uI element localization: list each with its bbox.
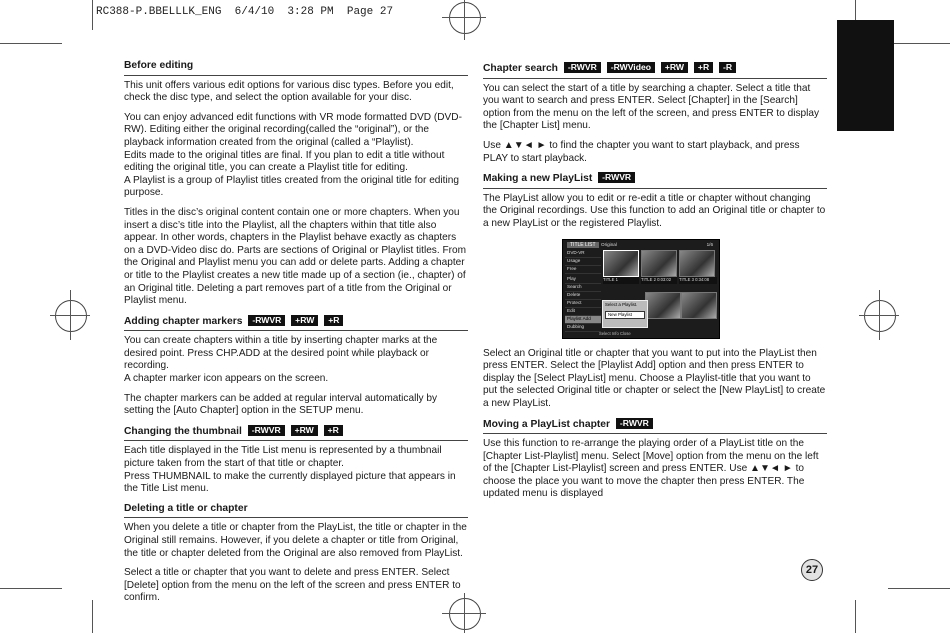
paragraph: When you delete a title or chapter from the PlayList, the title or chapter in the Original still remains. However, if you delete a chapter or title from Original, the title or chapter deleted from the Original are also removed from PlayList. xyxy=(124,522,467,559)
disc-badge: -RWVR xyxy=(248,315,285,326)
disc-badge: +R xyxy=(694,62,713,73)
title-name: TITLE 3 xyxy=(679,276,694,282)
menu-item[interactable]: Edit xyxy=(565,308,601,316)
heading-changing-thumbnail xyxy=(124,425,468,442)
disc-badge: -RWVR xyxy=(248,425,285,436)
disc-badge: +R xyxy=(324,315,343,326)
crop-mark xyxy=(92,600,93,633)
heading-text: Making a new PlayList xyxy=(483,173,593,185)
registration-mark-right xyxy=(864,300,896,332)
title-thumbnail[interactable] xyxy=(645,292,681,319)
menu-item[interactable]: Dubbing xyxy=(565,324,601,332)
tab-label: TITLE LIST xyxy=(567,242,599,248)
free-label: Free xyxy=(565,266,601,274)
title-info xyxy=(603,277,639,284)
crop-mark xyxy=(50,315,90,316)
disc-badge: -RWVR xyxy=(564,62,601,73)
side-menu xyxy=(565,276,601,332)
disc-info xyxy=(565,250,601,274)
paragraph: Edits made to the original titles are final. If you plan to edit a title without editing the original title, you can create a Playlist title for editing. xyxy=(124,149,445,174)
heading-text: Changing the thumbnail xyxy=(124,425,242,437)
menu-item-selected[interactable]: Playlist Add xyxy=(565,316,601,324)
title-info xyxy=(679,277,717,284)
heading-moving-chapter xyxy=(483,418,827,435)
heading-new-playlist xyxy=(483,172,827,189)
paragraph: Titles in the disc’s original content contain one or more chapters. When you insert a disc’s title into the Playlist, all the chapters within that title also appear. In other words, chapters in the Playlist behave exactly as chapters on a DVD-Video disc do. Parts are sections of Original or Playlist titles. From the Original and Playlist menu you can add or delete parts. Adding a chapter or title to the Playlist creates a new title made up of a section (ie., chapter) of an Original title. Deleting a part removes part of a title from the Original or Playlist menu. xyxy=(124,206,467,307)
registration-mark-top xyxy=(449,2,481,34)
heading-text: Chapter search xyxy=(483,63,558,74)
paragraph: Select an Original title or chapter that you want to put into the PlayList then press ENTER. Select the [Playlist Add] option and then press ENTER to display the [Select PlayList] menu. Choose a Playlist-title that you want to put the selected Original title or chapter or select the [New PlayList] to create a new PlayList. xyxy=(483,347,826,409)
title-thumbnail[interactable] xyxy=(603,250,639,277)
paragraph: Use this function to re-arrange the playing order of a PlayList title on the [Chapter List-Playlist] menu. Select [Move] option from the menu on the left of the [Chapter List-Playlist] screen and press ENTER. Use ▲▼◄ ► to choose the place you want to move the chapter then press ENTER. The updated menu is displayed xyxy=(483,438,819,500)
paragraph: You can create chapters within a title by inserting chapter marks at the desired point. Press CHP.ADD at the desired point while playback or recording. xyxy=(124,335,438,372)
section-before-editing xyxy=(124,60,468,308)
disc-badge: +RW xyxy=(291,315,318,326)
menu-item[interactable]: Search xyxy=(565,284,601,292)
paragraph: You can enjoy advanced edit functions with VR mode formatted DVD (DVD-RW). Editing either the original recording(called the “original”), or the playback information created from the original (called a “Playlist). xyxy=(124,111,462,148)
page-counter: 1/6 xyxy=(706,241,713,247)
crop-mark xyxy=(442,17,486,18)
paragraph: The PlayList allow you to edit or re-edit a title or chapter without changing the Original recordings. Use this function to add an Original title or chapter to a new PlayList or the registered Playlist. xyxy=(483,192,826,229)
crop-mark xyxy=(859,315,899,316)
paragraph: A chapter marker icon appears on the screen. xyxy=(124,373,329,385)
crop-mark xyxy=(0,43,62,44)
crop-mark xyxy=(92,0,93,30)
select-playlist-popup xyxy=(602,300,648,328)
new-playlist-option[interactable]: New Playlist xyxy=(605,311,645,319)
paragraph: Use ▲▼◄ ► to find the chapter you want to start playback, and press PLAY to start playback. xyxy=(483,139,800,164)
menu-item[interactable]: Play xyxy=(565,276,601,284)
crop-mark xyxy=(888,43,950,44)
title-name: TITLE 2 xyxy=(641,276,656,282)
heading-chapter-search xyxy=(483,62,827,79)
section-adding-chapter-markers xyxy=(124,315,468,418)
disc-badge: -R xyxy=(719,62,736,73)
crop-mark xyxy=(464,0,465,40)
menu-item[interactable]: Protect xyxy=(565,300,601,308)
right-column xyxy=(483,62,827,508)
disc-badge: +R xyxy=(324,425,343,436)
page-number: 27 xyxy=(801,559,823,581)
heading-deleting: Deleting a title or chapter xyxy=(124,503,468,519)
print-header-line: RC388-P.BBELLLK_ENG 6/4/10 3:28 PM Page 27 xyxy=(96,6,394,18)
section-tab-marker xyxy=(837,20,894,131)
crop-mark xyxy=(855,600,856,633)
crop-mark xyxy=(0,588,62,589)
disc-badge: -RWVideo xyxy=(607,62,655,73)
title-info xyxy=(641,277,677,284)
paragraph: You can select the start of a title by searching a chapter. Select a title that you want to search and press ENTER. Select [Chapter] in the [Search] option from the menu on the left of the screen, and press ENTER to display the [Chapter List] menu. xyxy=(483,82,820,132)
title-list-screenshot xyxy=(562,239,720,339)
title-time: 0:03:02 xyxy=(657,276,672,282)
heading-before-editing: Before editing xyxy=(124,60,468,76)
section-moving-chapter xyxy=(483,418,827,502)
title-thumbnail[interactable] xyxy=(681,292,717,319)
heading-text: Moving a PlayList chapter xyxy=(483,418,611,430)
left-column xyxy=(124,60,468,612)
section-new-playlist xyxy=(483,172,827,410)
screenshot-footer: Select Info Close xyxy=(599,330,631,336)
title-thumbnail[interactable] xyxy=(641,250,677,277)
registration-mark-left xyxy=(55,300,87,332)
section-deleting xyxy=(124,503,468,605)
heading-text: Adding chapter markers xyxy=(124,315,243,327)
disc-badge: -RWVR xyxy=(616,418,653,429)
disc-badge: +RW xyxy=(291,425,318,436)
disc-badge: +RW xyxy=(661,62,688,73)
paragraph: Press THUMBNAIL to make the currently displayed picture that appears in the Title List menu. xyxy=(124,470,456,495)
paragraph: Select a title or chapter that you want to delete and press ENTER. Select [Delete] option from the menu on the left of the screen and press ENTER to confirm. xyxy=(124,567,461,604)
crop-mark xyxy=(442,613,486,614)
disc-badge: -RWVR xyxy=(598,172,635,183)
title-time: 0:34:08 xyxy=(695,276,710,282)
title-name: TITLE 1 xyxy=(603,276,618,282)
popup-title: Select a Playlist. xyxy=(605,301,638,307)
heading-adding-chapter-markers xyxy=(124,315,468,332)
section-chapter-search xyxy=(483,62,827,165)
disc-label: DVD-VR xyxy=(565,250,601,258)
crop-mark xyxy=(888,588,950,589)
usage-label: Usage xyxy=(565,258,601,266)
paragraph: The chapter markers can be added at regular interval automatically by setting the [Auto Chapter] option in the SETUP menu. xyxy=(124,392,438,417)
section-changing-thumbnail xyxy=(124,425,468,496)
paragraph: A Playlist is a group of Playlist titles created from the original title for editing purpose. xyxy=(124,174,459,199)
paragraph: This unit offers various edit options for various disc types. Before you edit, check the disc type, and select the option available for your disc. xyxy=(124,79,454,104)
title-thumbnail[interactable] xyxy=(679,250,715,277)
menu-item[interactable]: Delete xyxy=(565,292,601,300)
paragraph: Each title displayed in the Title List menu is represented by a thumbnail picture taken from the start of that title or chapter. xyxy=(124,445,442,470)
tab-sublabel: Original xyxy=(601,241,617,247)
